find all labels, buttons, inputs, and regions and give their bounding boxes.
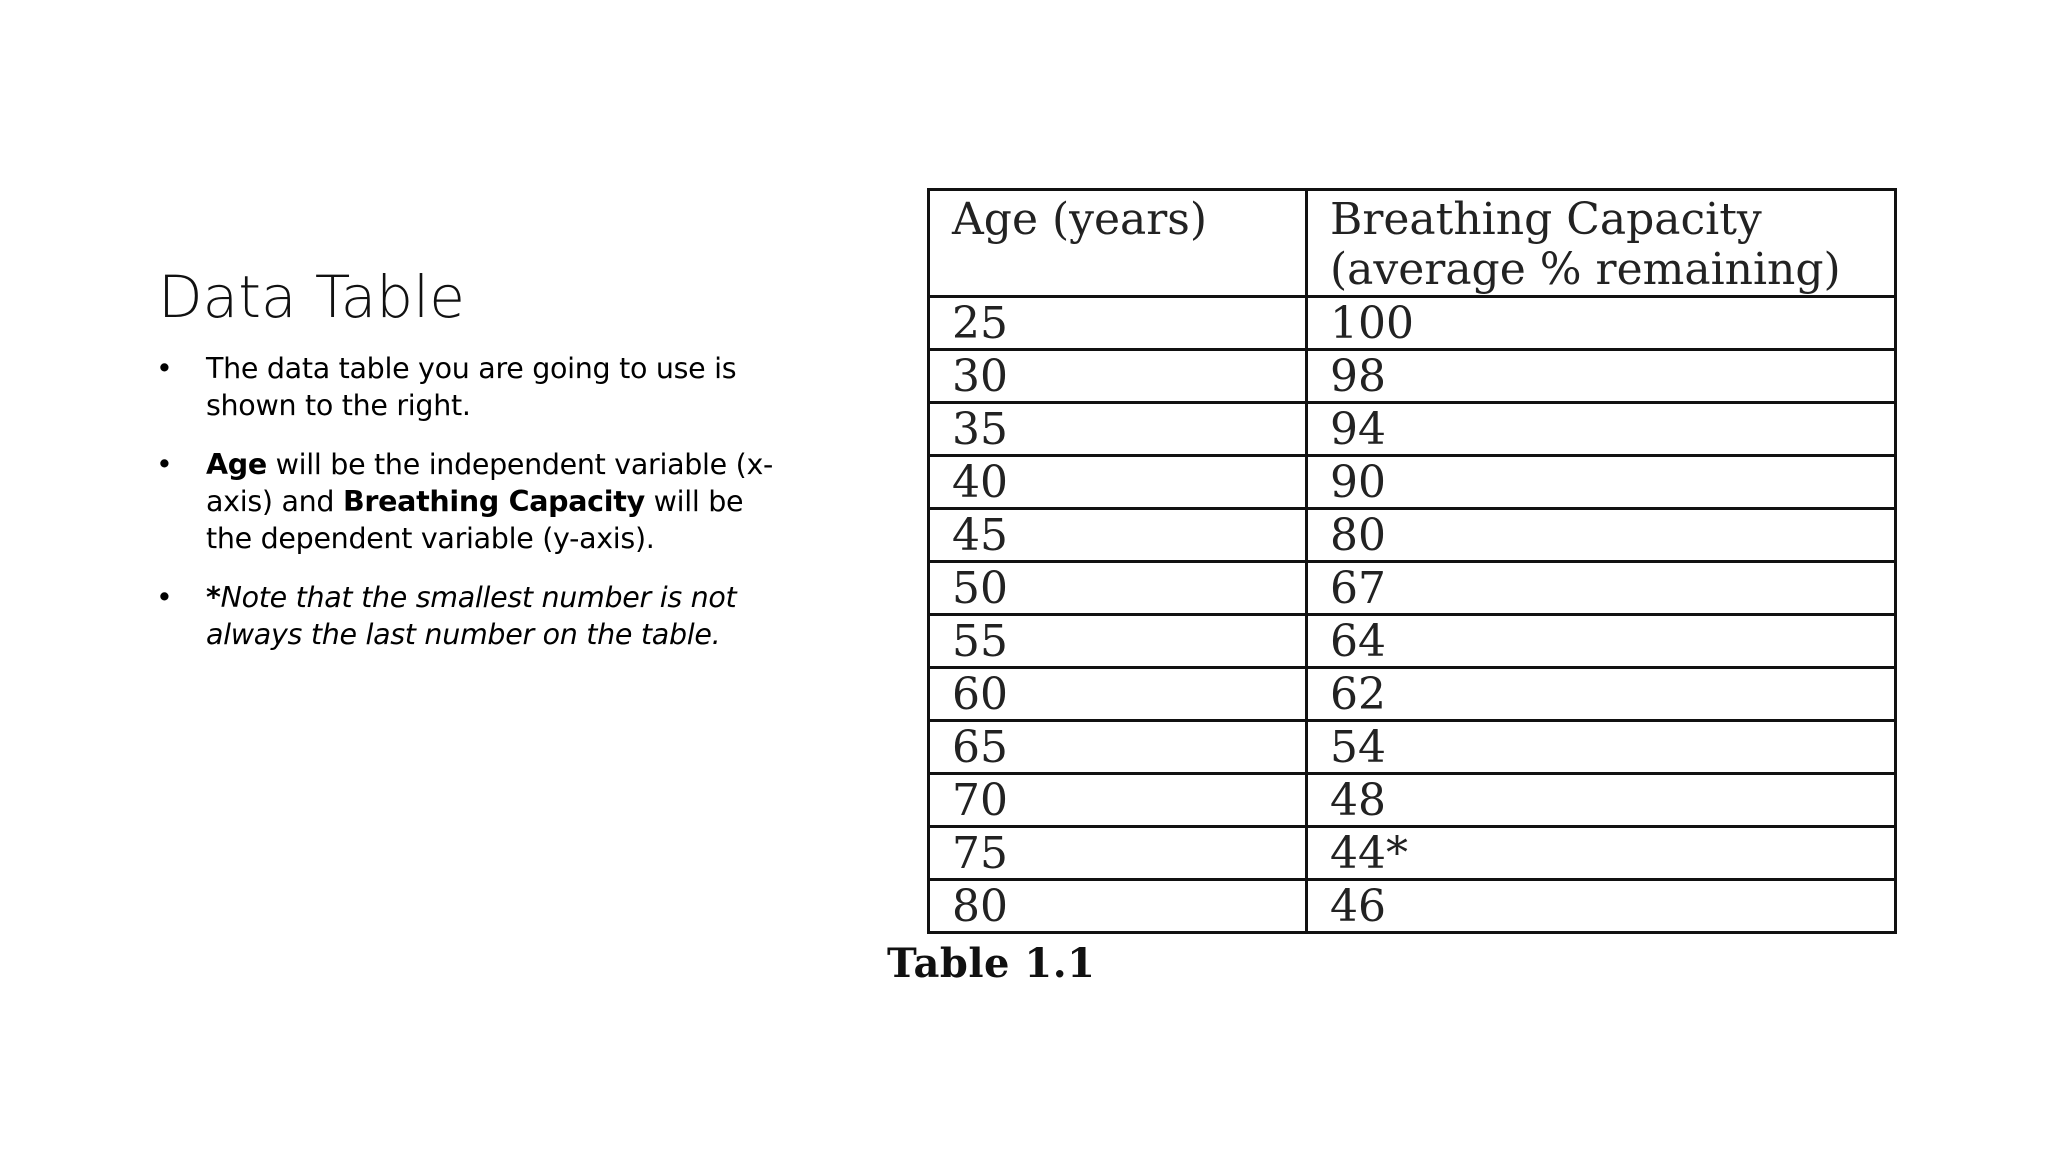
cell-capacity: 64 xyxy=(1307,615,1896,668)
cell-age: 65 xyxy=(929,721,1307,774)
bullet-list xyxy=(150,350,790,675)
cell-capacity: 46 xyxy=(1307,880,1896,933)
cell-capacity: 44* xyxy=(1307,827,1896,880)
bullet-item-variables xyxy=(150,446,790,557)
table-row xyxy=(929,403,1896,456)
bullet-item-note xyxy=(150,579,790,653)
cell-capacity: 62 xyxy=(1307,668,1896,721)
header-age: Age (years) xyxy=(929,190,1307,297)
table-row xyxy=(929,615,1896,668)
bullet-text: will be the dependent variable (y-axis). xyxy=(206,485,744,555)
cell-capacity: 80 xyxy=(1307,509,1896,562)
bullet-bold-age: Age xyxy=(206,448,267,481)
bullet-bold-breathing-capacity: Breathing Capacity xyxy=(342,485,645,518)
bullet-icon: • xyxy=(156,448,173,481)
table-header-row xyxy=(929,190,1896,297)
cell-capacity: 67 xyxy=(1307,562,1896,615)
table-row xyxy=(929,827,1896,880)
table-row xyxy=(929,509,1896,562)
table-row xyxy=(929,456,1896,509)
table-row xyxy=(929,721,1896,774)
bullet-note-text: Note that the smallest number is not always the last number on the table. xyxy=(206,581,737,651)
bullet-icon: • xyxy=(156,581,173,614)
bullet-item-table-intro xyxy=(150,350,790,424)
header-capacity-line2: (average % remaining) xyxy=(1330,244,1841,295)
cell-age: 30 xyxy=(929,350,1307,403)
table-row xyxy=(929,297,1896,350)
header-capacity-line1: Breathing Capacity xyxy=(1330,194,1762,245)
data-table xyxy=(927,188,1897,934)
bullet-text: will be the independent variable (x-axis) and xyxy=(206,448,774,518)
cell-capacity: 48 xyxy=(1307,774,1896,827)
table-row xyxy=(929,668,1896,721)
header-breathing-capacity xyxy=(1307,190,1896,297)
cell-capacity: 94 xyxy=(1307,403,1896,456)
cell-age: 50 xyxy=(929,562,1307,615)
table-row xyxy=(929,880,1896,933)
cell-capacity: 54 xyxy=(1307,721,1896,774)
cell-capacity: 98 xyxy=(1307,350,1896,403)
cell-age: 55 xyxy=(929,615,1307,668)
bullet-icon: • xyxy=(156,352,173,385)
cell-age: 60 xyxy=(929,668,1307,721)
cell-age: 40 xyxy=(929,456,1307,509)
cell-age: 80 xyxy=(929,880,1307,933)
table-row xyxy=(929,350,1896,403)
cell-capacity: 100 xyxy=(1307,297,1896,350)
cell-capacity: 90 xyxy=(1307,456,1896,509)
bullet-asterisk: * xyxy=(206,581,221,614)
cell-age: 45 xyxy=(929,509,1307,562)
table-row xyxy=(929,562,1896,615)
bullet-text: The data table you are going to use is shown to the right. xyxy=(206,352,737,422)
cell-age: 35 xyxy=(929,403,1307,456)
cell-age: 25 xyxy=(929,297,1307,350)
table-row xyxy=(929,774,1896,827)
cell-age: 70 xyxy=(929,774,1307,827)
cell-age: 75 xyxy=(929,827,1307,880)
table-caption: Table 1.1 xyxy=(887,940,1096,987)
slide-title: Data Table xyxy=(158,263,465,331)
